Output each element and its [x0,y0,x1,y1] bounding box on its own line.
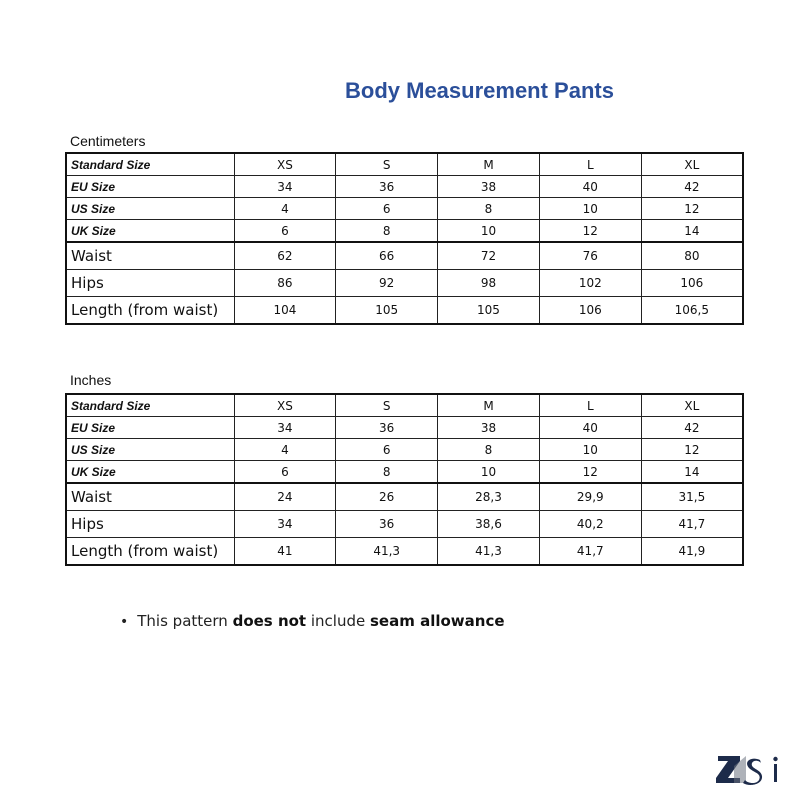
table-cell: 41,3 [336,538,438,566]
table-cell: 10 [438,461,540,484]
table-cell: 10 [539,198,641,220]
table-cell: 34 [234,417,336,439]
row-label: US Size [66,198,234,220]
table-cell: 10 [539,439,641,461]
table-cell: XS [234,394,336,417]
table-cell: 42 [641,176,743,198]
table-cell: 41,9 [641,538,743,566]
table-cell: 106,5 [641,297,743,325]
row-label: EU Size [66,176,234,198]
note-bold-1: does not [232,612,307,630]
table-cell: 6 [234,220,336,243]
table-cell: 72 [438,242,540,270]
table-cell: 31,5 [641,483,743,511]
table-cell: 36 [336,417,438,439]
row-label: Length (from waist) [66,538,234,566]
table-cell: 34 [234,176,336,198]
note-text-2: include [306,612,370,630]
table-row [66,483,743,511]
table-cell: 28,3 [438,483,540,511]
table-cell: M [438,394,540,417]
table-cell: L [539,394,641,417]
table-cell: 36 [336,176,438,198]
table-cell: 6 [336,198,438,220]
table-cell: L [539,153,641,176]
page-title: Body Measurement Pants [345,78,614,103]
table-row [66,220,743,243]
centimeters-table [65,152,744,325]
table-row [66,511,743,538]
row-label: Length (from waist) [66,297,234,325]
row-label: Standard Size [66,153,234,176]
row-label: EU Size [66,417,234,439]
table-cell: 41,3 [438,538,540,566]
table-cell: 106 [539,297,641,325]
table-cell: 4 [234,198,336,220]
table-cell: 36 [336,511,438,538]
row-label: UK Size [66,461,234,484]
table-cell: 42 [641,417,743,439]
table-cell: 26 [336,483,438,511]
table-cell: 40 [539,176,641,198]
table-cell: 6 [336,439,438,461]
table-row [66,153,743,176]
table-cell: S [336,394,438,417]
table-cell: 14 [641,220,743,243]
row-label: Hips [66,270,234,297]
table-cell: 38,6 [438,511,540,538]
table-caption-centimeters: Centimeters [70,133,146,149]
brand-logo-icon [716,752,786,786]
row-label: Hips [66,511,234,538]
table-cell: 38 [438,417,540,439]
table-cell: 12 [539,461,641,484]
table-row [66,242,743,270]
table-cell: 8 [336,220,438,243]
table-row [66,176,743,198]
table-cell: S [336,153,438,176]
table-cell: M [438,153,540,176]
table-cell: 14 [641,461,743,484]
row-label: Waist [66,483,234,511]
inches-table [65,393,744,566]
table-cell: 8 [438,198,540,220]
table-cell: 12 [641,439,743,461]
table-row [66,270,743,297]
table-cell: 41,7 [539,538,641,566]
table-row [66,198,743,220]
table-caption-inches: Inches [70,372,112,388]
table-cell: 8 [438,439,540,461]
row-label: Waist [66,242,234,270]
table-cell: XL [641,153,743,176]
table-cell: 104 [234,297,336,325]
table-cell: 12 [539,220,641,243]
note-text-1: This pattern [137,612,233,630]
row-label: UK Size [66,220,234,243]
row-label: Standard Size [66,394,234,417]
table-cell: XL [641,394,743,417]
table-cell: 98 [438,270,540,297]
table-cell: 102 [539,270,641,297]
table-cell: 41,7 [641,511,743,538]
table-cell: 41 [234,538,336,566]
table-cell: 10 [438,220,540,243]
table-cell: 29,9 [539,483,641,511]
table-row [66,297,743,325]
table-row [66,394,743,417]
table-cell: 6 [234,461,336,484]
table-cell: 105 [438,297,540,325]
table-cell: 62 [234,242,336,270]
table-cell: 66 [336,242,438,270]
table-row [66,461,743,484]
table-cell: 80 [641,242,743,270]
table-cell: 76 [539,242,641,270]
table-cell: 8 [336,461,438,484]
table-cell: 92 [336,270,438,297]
row-label: US Size [66,439,234,461]
note-bold-2: seam allowance [370,612,505,630]
table-cell: 38 [438,176,540,198]
table-row [66,417,743,439]
table-row [66,538,743,566]
table-cell: 40,2 [539,511,641,538]
table-cell: 40 [539,417,641,439]
table-cell: XS [234,153,336,176]
table-cell: 105 [336,297,438,325]
table-cell: 34 [234,511,336,538]
table-cell: 24 [234,483,336,511]
table-cell: 86 [234,270,336,297]
table-cell: 12 [641,198,743,220]
seam-allowance-note [120,612,505,630]
table-cell: 4 [234,439,336,461]
table-cell: 106 [641,270,743,297]
table-row [66,439,743,461]
bullet-icon: • [120,614,129,630]
